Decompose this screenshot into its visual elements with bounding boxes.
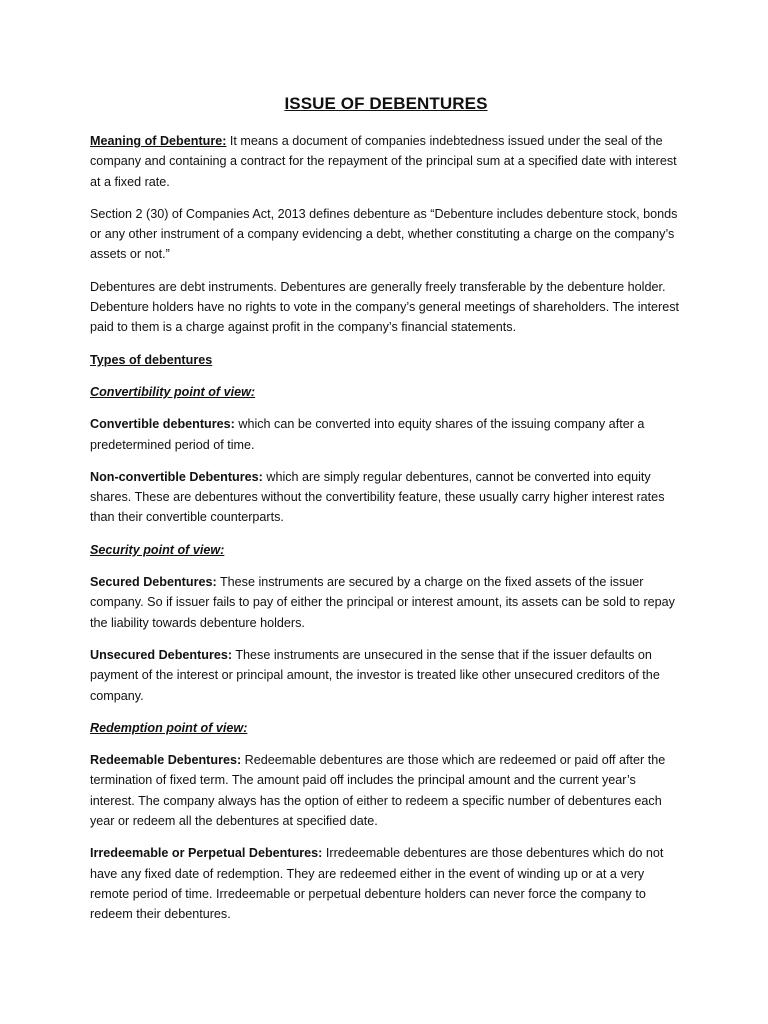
unsecured-label: Unsecured Debentures: [90,647,233,662]
irredeemable-paragraph [90,843,682,924]
convertible-text: which can be converted into equity shares of the issuing company after a predetermined period of time. [90,417,645,452]
document-title: ISSUE OF DEBENTURES [284,94,488,113]
types-heading-text: Types of debentures [90,352,213,367]
convertible-paragraph [90,414,682,455]
redemption-heading [90,718,682,738]
types-heading [90,350,682,370]
meaning-text: It means a document of companies indebtedness issued under the seal of the company and containing a contract for the repayment of the principal sum at a specified date with interest at a fixed rate. [90,134,677,189]
irredeemable-label: Irredeemable or Perpetual Debentures: [90,846,323,861]
meaning-paragraph [90,131,682,192]
redeemable-label: Redeemable Debentures: [90,753,242,768]
irredeemable-text: Irredeemable debentures are those debentures which do not have any fixed date of redemption. They are redeemed either in the event of winding up or at a very remote period of time. Irredeemable or perpetual debenture holders can never force the company to redeem their debentures. [90,846,664,922]
secured-label: Secured Debentures: [90,575,217,590]
document-page [90,94,682,937]
unsecured-paragraph [90,645,682,706]
convertible-label: Convertible debentures: [90,417,235,432]
non-convertible-label: Non-convertible Debentures: [90,469,263,484]
secured-text: These instruments are secured by a charge on the fixed assets of the issuer company. So if issuer fails to pay of either the principal or interest amount, its assets can be sold to repay the liability towards debenture holders. [90,575,675,630]
security-heading-text: Security point of view: [90,542,225,557]
meaning-label: Meaning of Debenture: [90,134,227,148]
security-heading [90,540,682,560]
convertibility-heading-text: Convertibility point of view: [90,384,256,399]
unsecured-text: These instruments are unsecured in the sense that if the issuer defaults on payment of the interest or principal amount, the investor is treated like other unsecured creditors of the company. [90,647,660,703]
non-convertible-paragraph [90,467,682,528]
secured-paragraph [90,572,682,633]
redeemable-text: Redeemable debentures are those which are redeemed or paid off after the termination of fixed term. The amount paid off includes the principal amount and the current year’s interest. The company always has the option of either to redeem a specific number of debentures each year or redeem all the debentures at specified date. [90,753,666,829]
convertibility-heading [90,382,682,402]
redeemable-paragraph [90,750,682,831]
redemption-heading-text: Redemption point of view: [90,720,248,735]
debt-instruments-paragraph: Debentures are debt instruments. Debentures are generally freely transferable by the debenture holder. Debenture holders have no rights to vote in the company’s general meetings of shareholders. The interest paid to them is a charge against profit in the company’s financial statements. [90,279,679,335]
non-convertible-text: which are simply regular debentures, cannot be converted into equity shares. These are debentures without the convertibility feature, these usually carry higher interest rates than their convertible counterparts. [90,469,665,525]
section-paragraph: Section 2 (30) of Companies Act, 2013 defines debenture as “Debenture includes debenture stock, bonds or any other instrument of a company evidencing a debt, whether constituting a charge on the company’s assets or not.” [90,206,678,262]
